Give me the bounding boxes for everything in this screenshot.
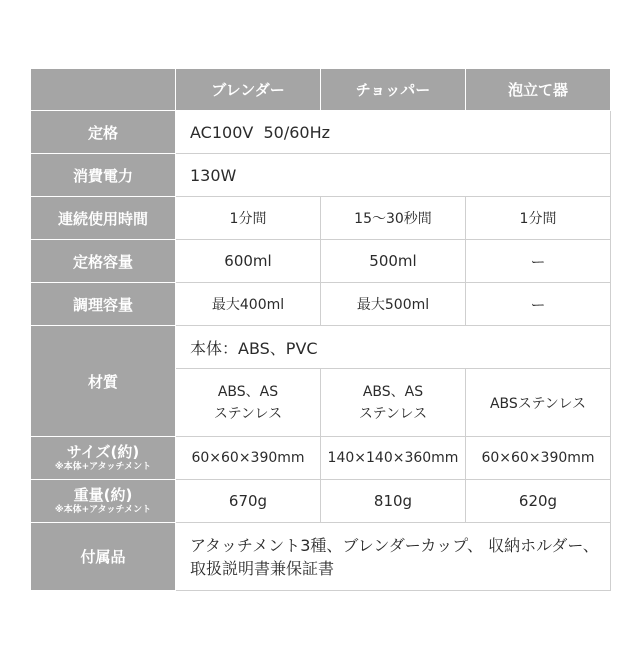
header-whisk: 泡立て器 xyxy=(466,69,611,111)
material-whisk: ABSステンレス xyxy=(466,369,611,437)
power-label: 消費電力 xyxy=(31,154,176,197)
row-power xyxy=(31,154,611,197)
runtime-chopper: 15〜30秒間 xyxy=(321,197,466,240)
accessories-line2: 取扱説明書兼保証書 xyxy=(190,558,335,578)
cook-capacity-whisk: ー xyxy=(466,283,611,326)
weight-blender: 670g xyxy=(176,480,321,523)
capacity-label: 定格容量 xyxy=(31,240,176,283)
cook-capacity-label: 調理容量 xyxy=(31,283,176,326)
runtime-label: 連続使用時間 xyxy=(31,197,176,240)
material-chopper xyxy=(321,369,466,437)
row-weight xyxy=(31,480,611,523)
cook-capacity-blender: 最大400ml xyxy=(176,283,321,326)
row-runtime xyxy=(31,197,611,240)
rating-value: AC100V 50/60Hz xyxy=(176,111,611,154)
row-rating xyxy=(31,111,611,154)
material-blender xyxy=(176,369,321,437)
weight-label: 重量(約) xyxy=(73,486,133,504)
material-chopper-line2: ステンレス xyxy=(358,405,428,422)
header-row xyxy=(31,69,611,111)
material-blender-line2: ステンレス xyxy=(213,405,283,422)
size-note: ※本体+アタッチメント xyxy=(54,462,152,472)
weight-whisk: 620g xyxy=(466,480,611,523)
row-size xyxy=(31,437,611,480)
weight-note: ※本体+アタッチメント xyxy=(54,505,152,515)
spec-table xyxy=(30,68,611,591)
size-label: サイズ(約) xyxy=(66,443,140,461)
material-label: 材質 xyxy=(31,326,176,437)
runtime-blender: 1分間 xyxy=(176,197,321,240)
capacity-whisk: ー xyxy=(466,240,611,283)
capacity-blender: 600ml xyxy=(176,240,321,283)
accessories-label: 付属品 xyxy=(31,523,176,591)
runtime-whisk: 1分間 xyxy=(466,197,611,240)
header-blender: ブレンダー xyxy=(176,69,321,111)
size-label-cell xyxy=(31,437,176,480)
material-blender-line1: ABS、AS xyxy=(217,383,279,400)
cook-capacity-chopper: 最大500ml xyxy=(321,283,466,326)
row-cook-capacity xyxy=(31,283,611,326)
size-whisk: 60×60×390mm xyxy=(466,437,611,480)
weight-chopper: 810g xyxy=(321,480,466,523)
capacity-chopper: 500ml xyxy=(321,240,466,283)
power-value: 130W xyxy=(176,154,611,197)
rating-label: 定格 xyxy=(31,111,176,154)
header-chopper: チョッパー xyxy=(321,69,466,111)
row-accessories xyxy=(31,523,611,591)
header-blank xyxy=(31,69,176,111)
size-blender: 60×60×390mm xyxy=(176,437,321,480)
accessories-line1: アタッチメント3種、ブレンダーカップ、 収納ホルダー、 xyxy=(190,535,599,555)
row-material-body xyxy=(31,326,611,369)
row-capacity xyxy=(31,240,611,283)
size-chopper: 140×140×360mm xyxy=(321,437,466,480)
material-chopper-line1: ABS、AS xyxy=(362,383,424,400)
accessories-value xyxy=(176,523,611,591)
material-body: 本体：ABS、PVC xyxy=(176,326,611,369)
weight-label-cell xyxy=(31,480,176,523)
